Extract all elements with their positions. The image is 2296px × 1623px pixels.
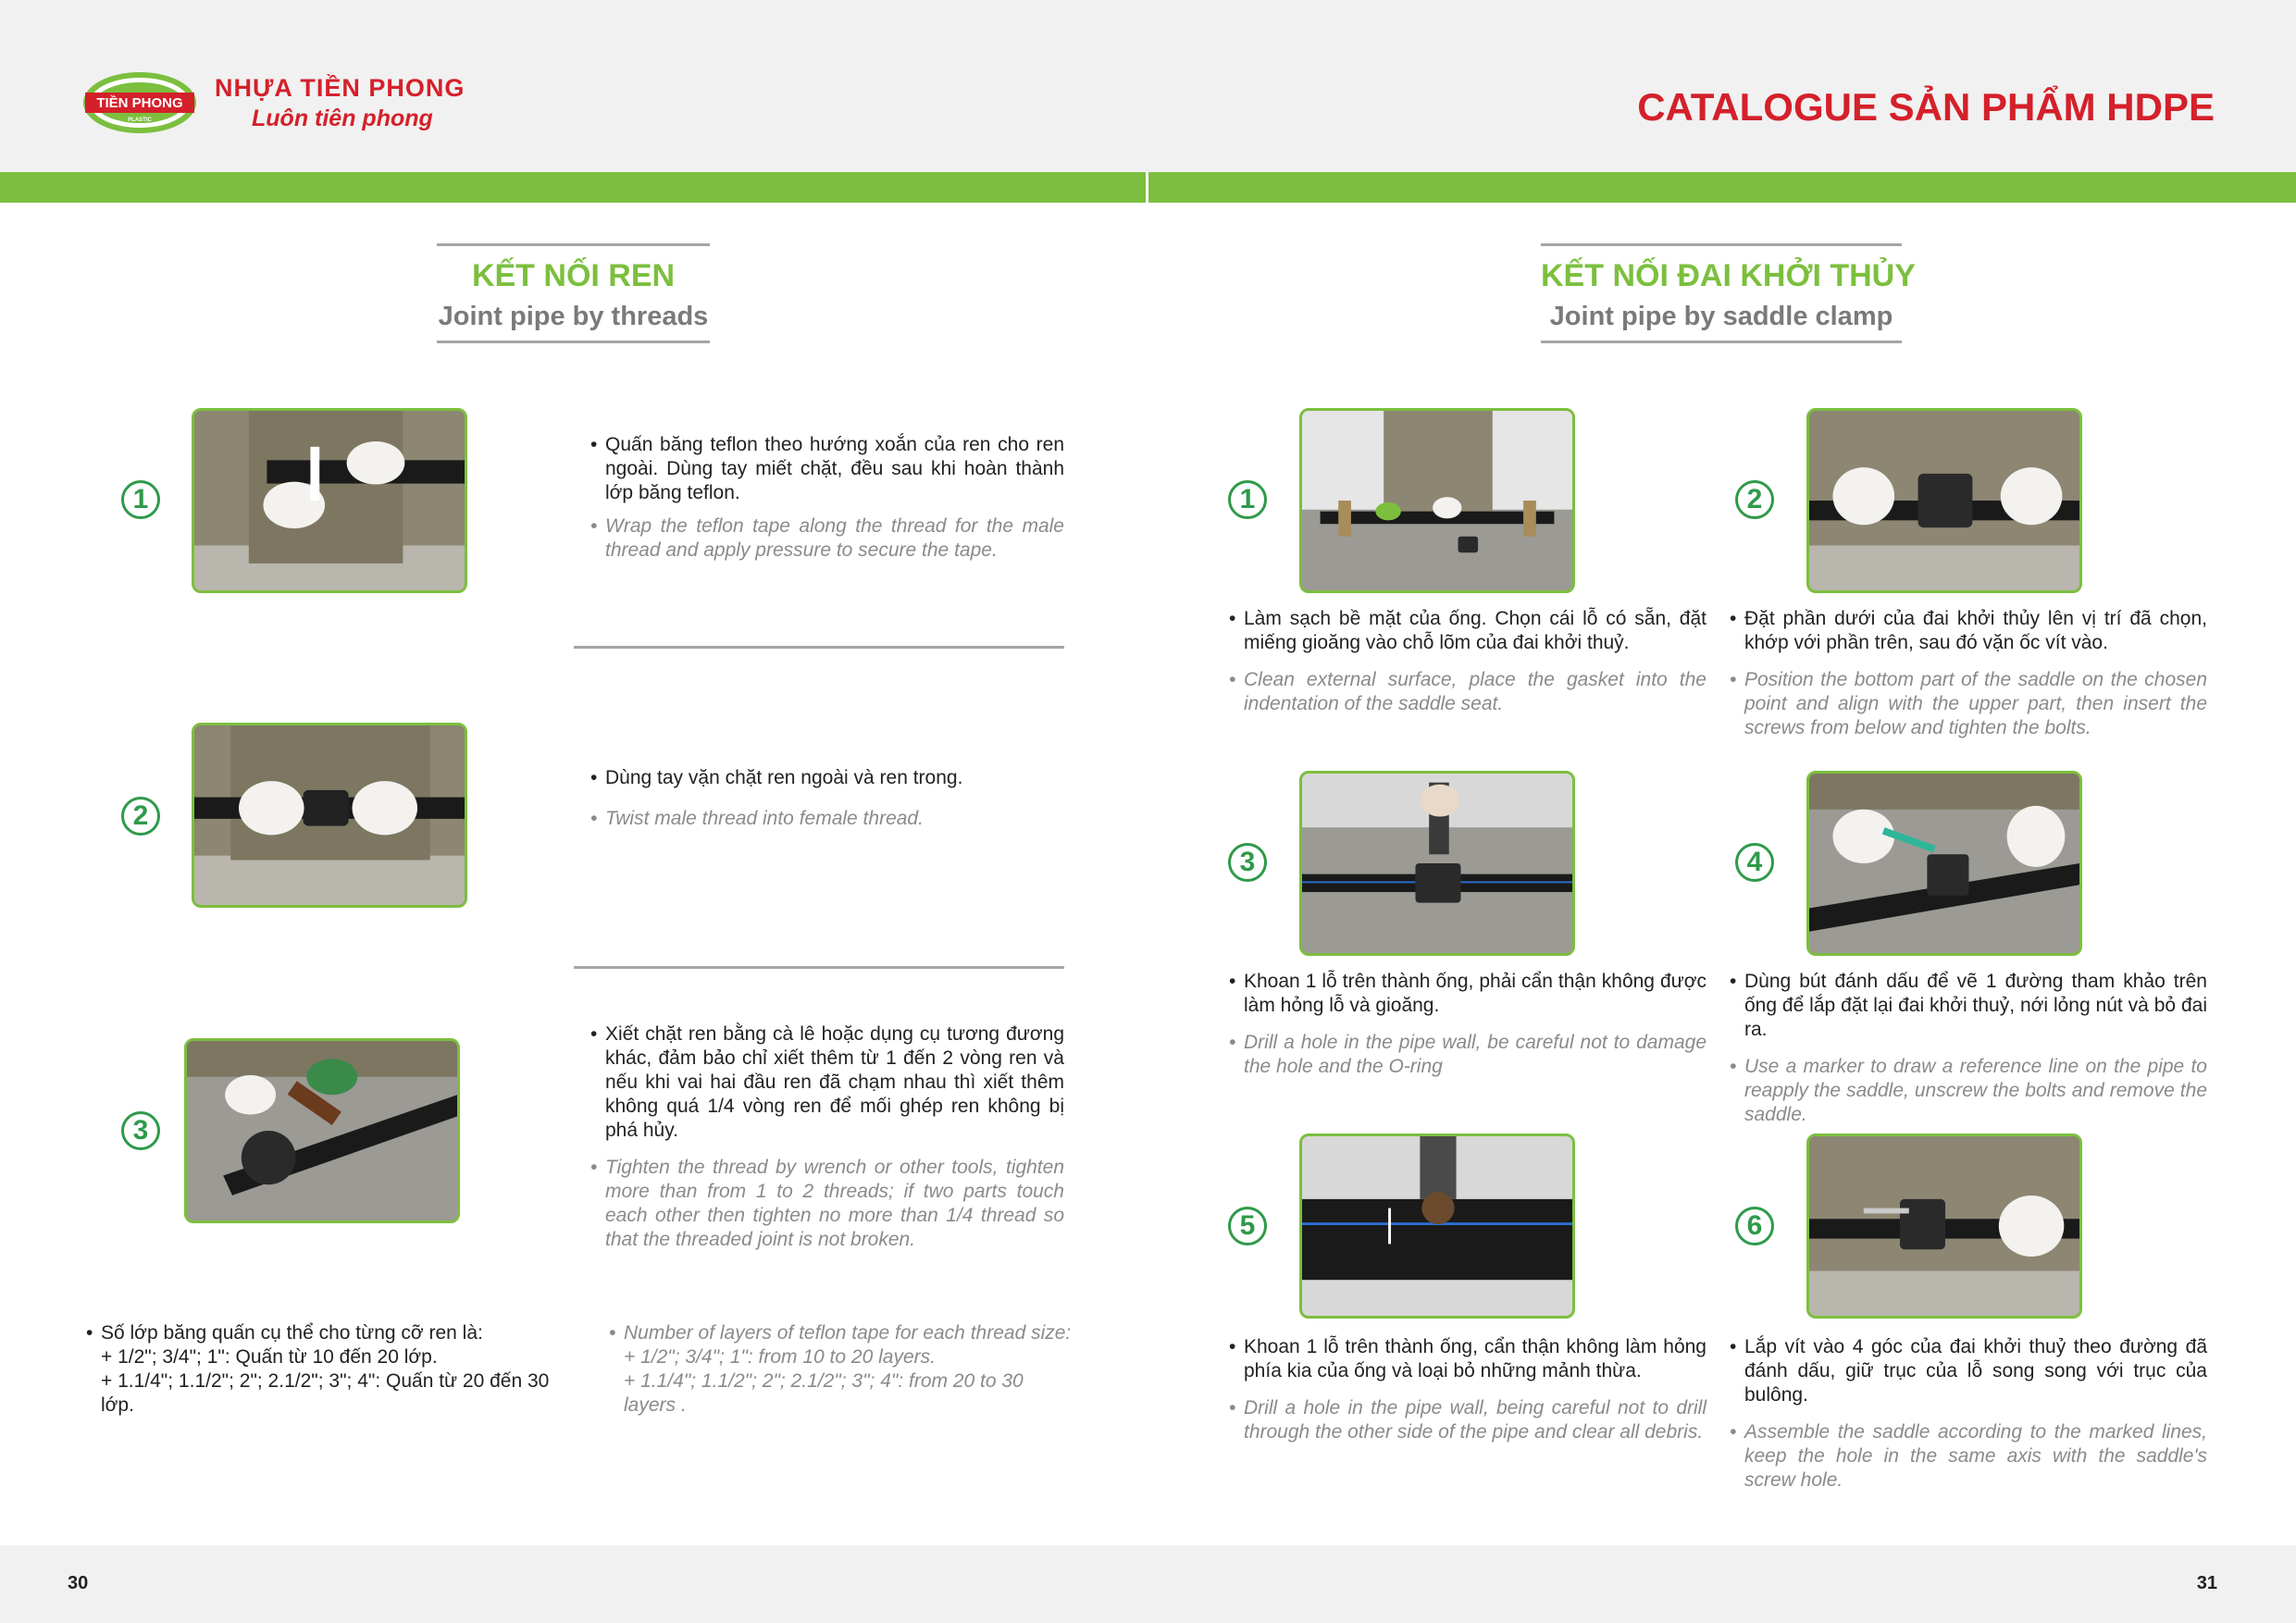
saddle-step-6-text [1730, 1335, 2207, 1493]
saddle-title-vi: KẾT NỐI ĐAI KHỞI THỦY [1541, 258, 1916, 293]
divider [574, 646, 1064, 649]
thread-step-2-photo [192, 723, 467, 908]
saddle-step-6-number: 6 [1735, 1207, 1774, 1245]
thread-step-1-vi: • Quấn băng teflon theo hướng xoắn của ren cho ren ngoài. Dùng tay miết chặt, đều sau khi hoàn thành lớp băng teflon. [590, 433, 1064, 505]
saddle-step-5-number: 5 [1228, 1207, 1267, 1245]
divider [574, 966, 1064, 969]
drilling-pipe-wall-image [1302, 1136, 1572, 1316]
thread-step-3-number: 3 [121, 1111, 160, 1150]
saddle-step-1-vi: • Làm sạch bề mặt của ống. Chọn cái lỗ có sẵn, đặt miếng gioăng vào chỗ lõm của đai khởi thuỷ. [1229, 607, 1706, 655]
spread-divider [1146, 172, 1148, 203]
tien-phong-logo [81, 70, 198, 135]
saddle-step-2-en: • Position the bottom part of the saddle on the chosen point and align with the upper part, then insert the screws from below and tighten the bolts. [1730, 668, 2207, 740]
worker-twisting-thread-image [194, 725, 465, 905]
teflon-layers-vi-small: + 1/2"; 3/4"; 1": Quấn từ 10 đến 20 lớp. [101, 1346, 438, 1368]
catalogue-title: CATALOGUE SẢN PHẨM HDPE [1637, 85, 2215, 129]
saddle-step-6-photo [1806, 1134, 2082, 1319]
cleaning-pipe-surface-image [1302, 411, 1572, 590]
saddle-step-5-vi: • Khoan 1 lỗ trên thành ống, cẩn thận không làm hỏng phía kia của ống và loại bỏ những mảnh thừa. [1229, 1335, 1706, 1383]
saddle-step-5-text [1229, 1335, 1706, 1444]
brand-name: NHỰA TIỀN PHONG [215, 74, 465, 102]
saddle-step-2-number: 2 [1735, 480, 1774, 519]
worker-wrench-tightening-image [187, 1041, 457, 1220]
positioning-saddle-image [1809, 411, 2079, 590]
saddle-step-3-vi: • Khoan 1 lỗ trên thành ống, phải cẩn thận không được làm hỏng lỗ và gioăng. [1229, 970, 1706, 1018]
teflon-layers-vi-large: + 1.1/4"; 1.1/2"; 2"; 2.1/2"; 3"; 4": Quấn từ 20 đến 30 lớp. [101, 1370, 550, 1416]
thread-step-3-vi: • Xiết chặt ren bằng cà lê hoặc dụng cụ tương đương khác, đảm bảo chỉ xiết thêm từ 1 đến 2 vòng ren và nếu khi vai hai đầu ren đã chạm nhau thì xiết thêm không quá 1/4 vòng ren để mối ghép ren không bị phá hủy. [590, 1022, 1064, 1143]
saddle-step-4-photo [1806, 771, 2082, 956]
thread-step-3-text [590, 1022, 1064, 1252]
teflon-layers-vi [86, 1321, 586, 1418]
header-green-bar [0, 172, 2296, 203]
marking-reference-line-image [1809, 774, 2079, 953]
teflon-layers-en-large: + 1.1/4"; 1.1/2"; 2"; 2.1/2"; 3"; 4": from 20 to 30 layers . [624, 1370, 1024, 1416]
saddle-step-6-vi: • Lắp vít vào 4 góc của đai khởi thuỷ theo đường đã đánh dấu, giữ trục của lỗ song song với trục của bulông. [1730, 1335, 2207, 1407]
saddle-step-4-en: • Use a marker to draw a reference line on the pipe to reapply the saddle, unscrew the bolts and remove the saddle. [1730, 1055, 2207, 1127]
threads-section-heading [437, 243, 710, 343]
teflon-layers-en [609, 1321, 1072, 1418]
saddle-step-1-text [1229, 607, 1706, 716]
thread-step-1-en: • Wrap the teflon tape along the thread for the male thread and apply pressure to secure the tape. [590, 514, 1064, 563]
drilling-hole-image [1302, 774, 1572, 953]
worker-wrapping-tape-image [194, 411, 465, 590]
teflon-layers-en-intro: • Number of layers of teflon tape for each thread size: [609, 1321, 1072, 1345]
saddle-step-2-text [1730, 607, 2207, 740]
saddle-step-4-number: 4 [1735, 843, 1774, 882]
teflon-layers-vi-intro: • Số lớp băng quấn cụ thể cho từng cỡ ren là: [86, 1321, 586, 1345]
saddle-step-2-vi: • Đặt phần dưới của đai khởi thủy lên vị trí đã chọn, khớp với phần trên, sau đó vặn ốc vít vào. [1730, 607, 2207, 655]
assembling-saddle-image [1809, 1136, 2079, 1316]
saddle-step-6-en: • Assemble the saddle according to the marked lines, keep the hole in the same axis with the saddle's screw hole. [1730, 1420, 2207, 1493]
page-number-right: 31 [2196, 1573, 2217, 1593]
thread-step-1-number: 1 [121, 480, 160, 519]
thread-step-3-en: • Tighten the thread by wrench or other tools, tighten more than from 1 to 2 threads; if two parts touch each other then tighten no more than 1/4 thread so that the threaded joint is not broken. [590, 1156, 1064, 1252]
brand-slogan: Luôn tiên phong [252, 105, 433, 131]
saddle-step-3-text [1229, 970, 1706, 1079]
saddle-step-5-en: • Drill a hole in the pipe wall, being careful not to drill through the other side of the pipe and clear all debris. [1229, 1396, 1706, 1444]
thread-step-2-text [590, 766, 1064, 831]
saddle-step-1-photo [1299, 408, 1575, 593]
thread-step-2-en: • Twist male thread into female thread. [590, 807, 1064, 831]
page-footer [0, 1545, 2296, 1623]
saddle-step-3-number: 3 [1228, 843, 1267, 882]
thread-step-2-number: 2 [121, 797, 160, 836]
saddle-step-2-photo [1806, 408, 2082, 593]
thread-step-1-photo [192, 408, 467, 593]
thread-step-1-text [590, 433, 1064, 563]
saddle-step-3-photo [1299, 771, 1575, 956]
saddle-step-4-vi: • Dùng bút đánh dấu để vẽ 1 đường tham khảo trên ống để lắp đặt lại đai khởi thuỷ, nới lỏng nút và bỏ đai ra. [1730, 970, 2207, 1042]
thread-step-2-vi: • Dùng tay vặn chặt ren ngoài và ren trong. [590, 766, 1064, 790]
saddle-step-3-en: • Drill a hole in the pipe wall, be careful not to damage the hole and the O-ring [1229, 1031, 1706, 1079]
logo-subtext: PLASTIC [128, 118, 152, 123]
thread-step-3-photo [184, 1038, 460, 1223]
teflon-layers-en-small: + 1/2"; 3/4"; 1": from 10 to 20 layers. [624, 1346, 936, 1368]
saddle-step-5-photo [1299, 1134, 1575, 1319]
saddle-step-1-en: • Clean external surface, place the gasket into the indentation of the saddle seat. [1229, 668, 1706, 716]
saddle-section-heading [1541, 243, 1916, 343]
saddle-step-4-text [1730, 970, 2207, 1127]
page-number-left: 30 [68, 1573, 89, 1593]
threads-title-vi: KẾT NỐI REN [471, 258, 676, 293]
saddle-step-1-number: 1 [1228, 480, 1267, 519]
logo-text: TIỀN PHONG [96, 95, 183, 111]
saddle-title-en: Joint pipe by saddle clamp [1549, 302, 1893, 331]
threads-title-en: Joint pipe by threads [438, 302, 709, 331]
